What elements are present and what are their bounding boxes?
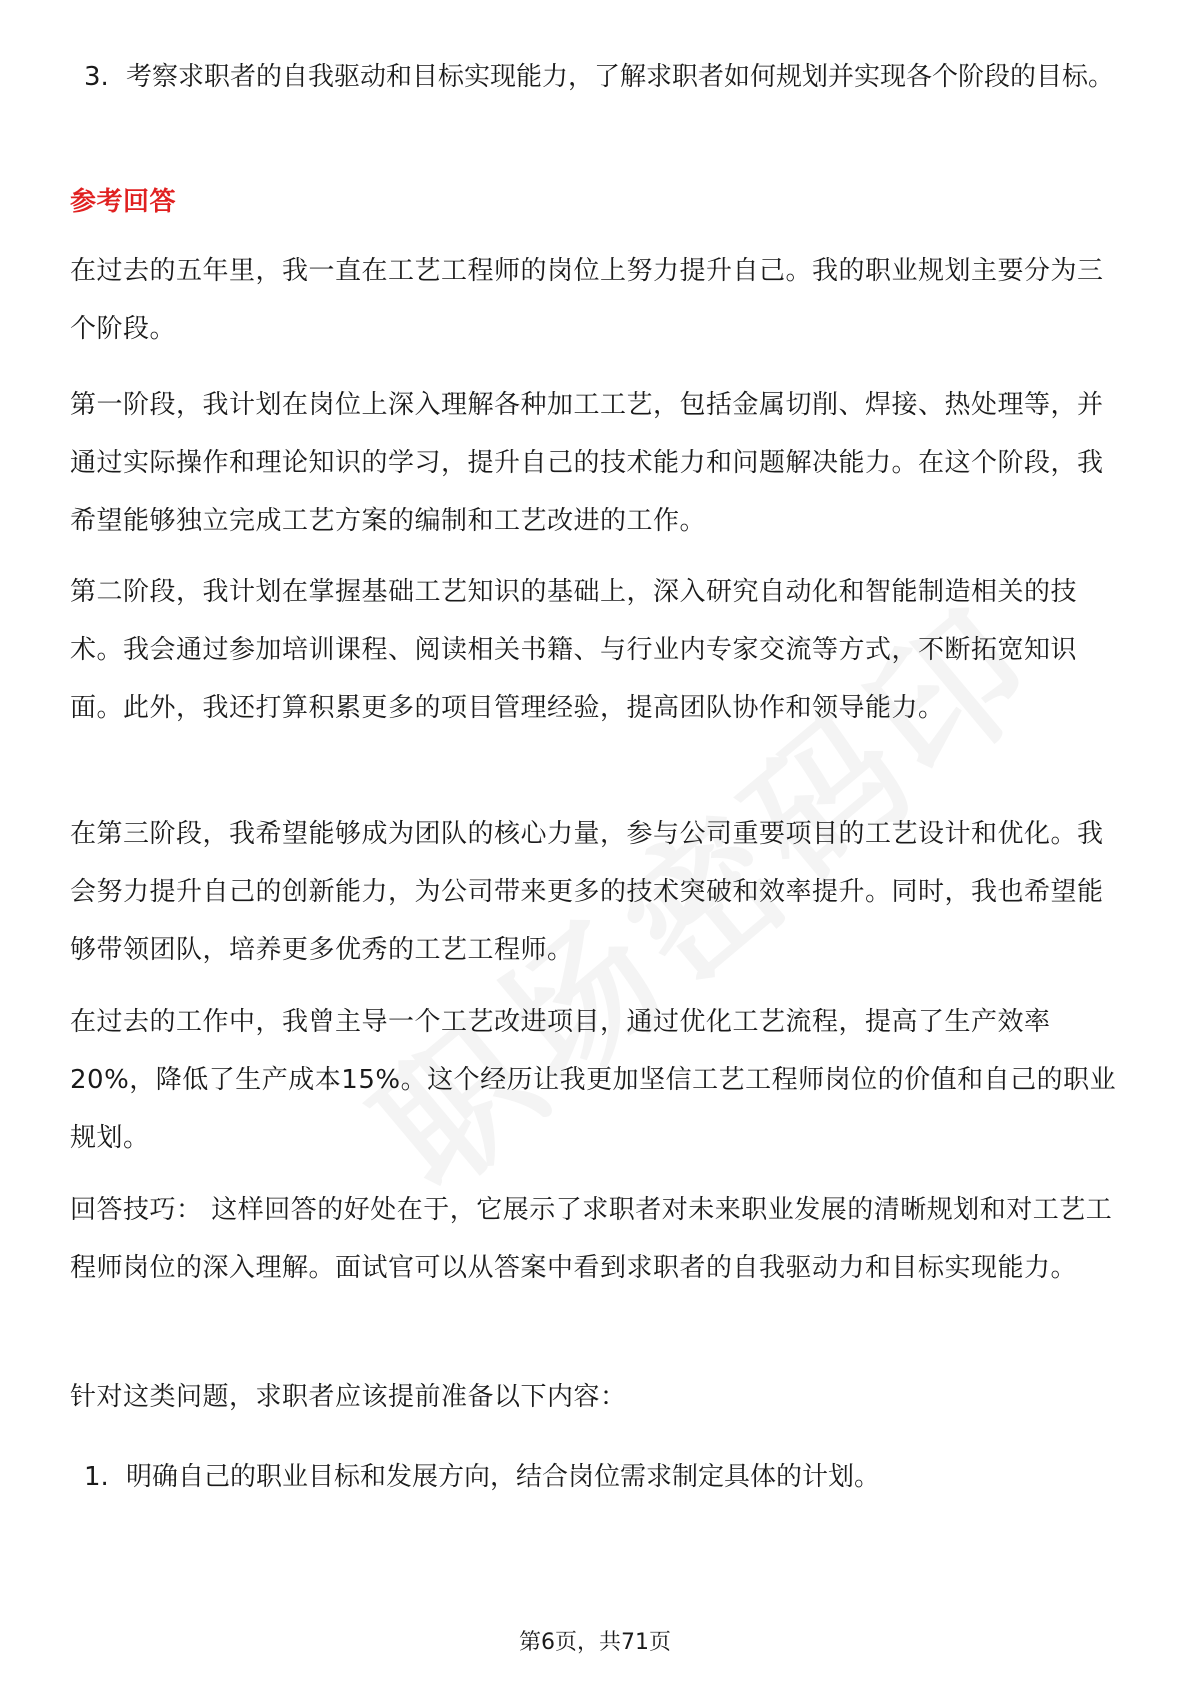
paragraph-1: 在过去的五年里，我一直在工艺工程师的岗位上努力提升自己。我的职业规划主要分为三个阶段。: [70, 256, 1104, 344]
list-number: 1.: [84, 1462, 109, 1492]
paragraph-7: 针对这类问题，求职者应该提前准备以下内容：: [70, 1382, 627, 1412]
paragraph-4: 在第三阶段，我希望能够成为团队的核心力量，参与公司重要项目的工艺设计和优化。我会努力提升自己的创新能力，为公司带来更多的技术突破和效率提升。同时，我也希望能够带领团队，培养更多优秀的工艺工程师。: [70, 819, 1104, 965]
paragraph-5: 在过去的工作中，我曾主导一个工艺改进项目，通过优化工艺流程，提高了生产效率20%，降低了生产成本15%。这个经历让我更加坚信工艺工程师岗位的价值和自己的职业规划。: [70, 1007, 1117, 1153]
list-item: [70, 48, 1120, 106]
paragraph-2: 第一阶段，我计划在岗位上深入理解各种加工工艺，包括金属切削、焊接、热处理等，并通过实际操作和理论知识的学习，提升自己的技术能力和问题解决能力。在这个阶段，我希望能够独立完成工艺方案的编制和工艺改进的工作。: [70, 390, 1104, 536]
answer-tips-paragraph: 回答技巧： 这样回答的好处在于，它展示了求职者对未来职业发展的清晰规划和对工艺工程师岗位的深入理解。面试官可以从答案中看到求职者的自我驱动力和目标实现能力。: [70, 1195, 1113, 1283]
reference-heading: 参考回答: [70, 187, 177, 217]
list-text: 考察求职者的自我驱动和目标实现能力，了解求职者如何规划并实现各个阶段的目标。: [126, 62, 1115, 92]
list-text: 明确自己的职业目标和发展方向，结合岗位需求制定具体的计划。: [126, 1462, 881, 1492]
list-item: [70, 1448, 1120, 1506]
list-number: 3.: [84, 62, 109, 92]
paragraph-3: 第二阶段，我计划在掌握基础工艺知识的基础上，深入研究自动化和智能制造相关的技术。我会通过参加培训课程、阅读相关书籍、与行业内专家交流等方式，不断拓宽知识面。此外，我还打算积累更多的项目管理经验，提高团队协作和领导能力。: [70, 577, 1078, 723]
page-footer: 第6页，共71页: [519, 1630, 671, 1655]
